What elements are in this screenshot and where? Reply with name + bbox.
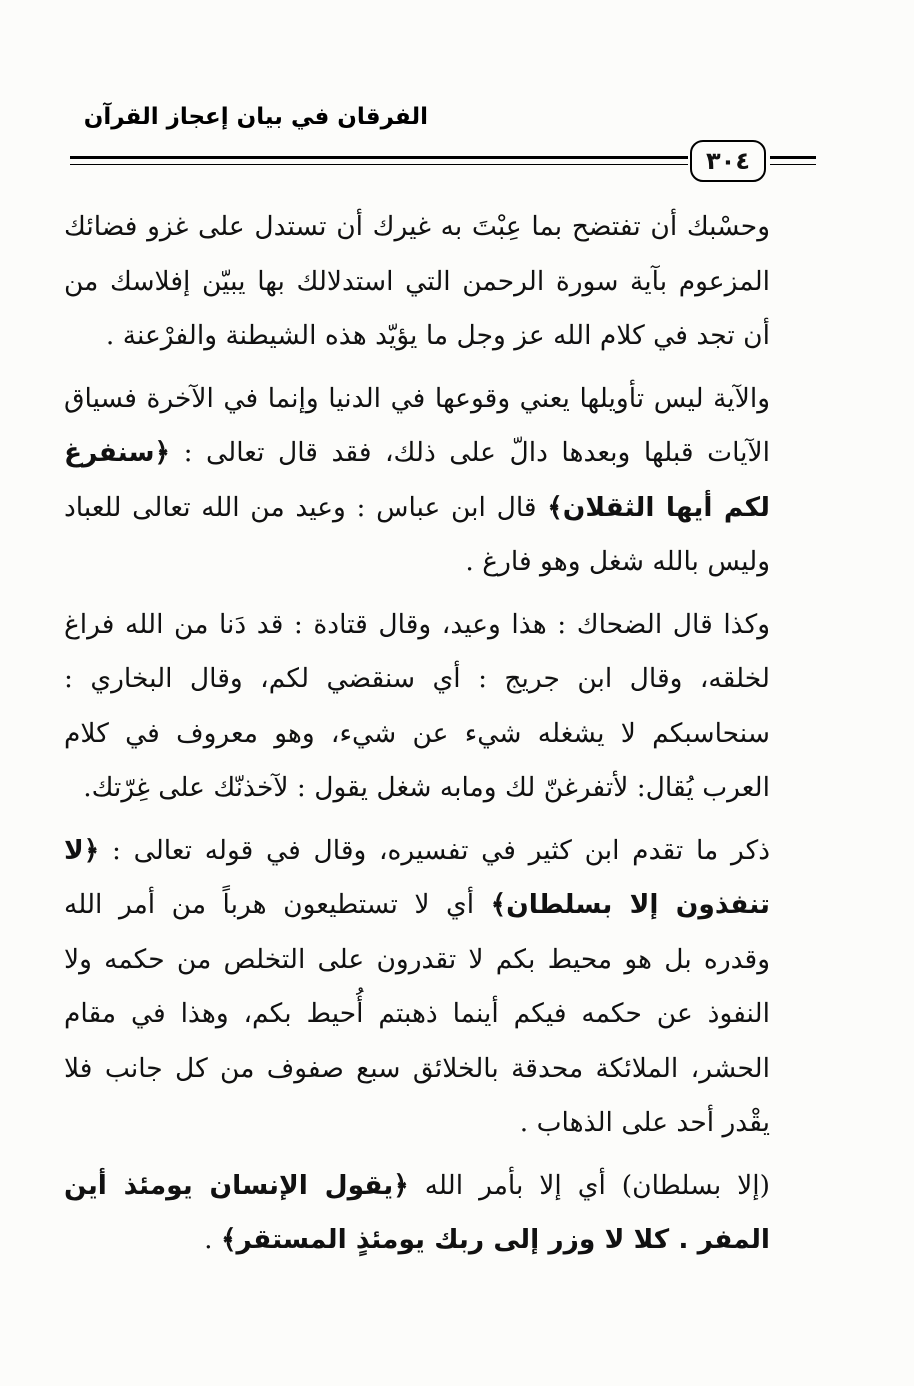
- paragraph: [64, 824, 816, 1151]
- paragraph: [64, 598, 816, 816]
- text-run: والآية ليس تأويلها يعني وقوعها في الدنيا وإنما في الآخرة فسياق الآيات قبلها وبعدها دالّ على ذلك، فقد قال تعالى :: [64, 382, 770, 468]
- text-run: (إلا بسلطان) أي إلا بأمر الله: [408, 1169, 770, 1201]
- quran-verse: ﴿لا تنفذون إلا بسلطان﴾: [64, 834, 771, 920]
- header-rule-left: [70, 156, 688, 165]
- paragraph: [64, 200, 816, 364]
- text-run: أي لا تستطيعون هرباً من أمر الله وقدره بل هو محيط بكم لا تقدرون على التخلص من حكمه ولا النفوذ عن حكمه فيكم أينما ذهبتم أُحيط بكم، وهذا في مقام الحشر، الملائكة محدقة بالخلائق سبع صفوف من كل جانب فلا يقْدر أحد على الذهاب .: [64, 889, 770, 1138]
- page-number-box: [690, 140, 766, 182]
- paragraph: [64, 372, 816, 590]
- quran-verse: ﴿يقول الإنسان يومئذ أين المفر . كلا لا وزر إلى ربك يومئذٍ المستقر﴾: [64, 1169, 770, 1255]
- body-text: [64, 200, 816, 1268]
- paragraph: [64, 1159, 816, 1268]
- text-run: قال ابن عباس : وعيد من الله تعالى للعباد وليس بالله شغل وهو فارغ .: [64, 491, 770, 577]
- text-run: ذكر ما تقدم ابن كثير في تفسيره، وقال في قوله تعالى :: [99, 834, 770, 866]
- text-run: وحسْبك أن تفتضح بما عِبْتَ به غيرك أن تستدل على غزو فضائك المزعوم بآية سورة الرحمن التي استدلالك بها يبيّن إفلاسك من أن تجد في كلام الله عز وجل ما يؤيّد هذه الشيطنة والفرْعنة .: [64, 211, 770, 351]
- text-run: .: [204, 1224, 222, 1255]
- header-rule-right: [770, 156, 816, 165]
- text-run: وكذا قال الضحاك : هذا وعيد، وقال قتادة : قد دَنا من الله فراغ لخلقه، وقال ابن جريج : أي سنقضي لكم، وقال البخاري : سنحاسبكم لا يشغله شيء عن شيء، وهو معروف في كلام العرب يُقال: لأتفرغنّ لك ومابه شغل يقول : لآخذنّك على غِرّتك.: [64, 608, 770, 803]
- quran-verse: ﴿سنفرغ لكم أيها الثقلان﴾: [64, 437, 771, 523]
- page-number: ٣٠٤: [706, 147, 750, 175]
- running-header-title: الفرقان في بيان إعجاز القرآن: [83, 104, 428, 130]
